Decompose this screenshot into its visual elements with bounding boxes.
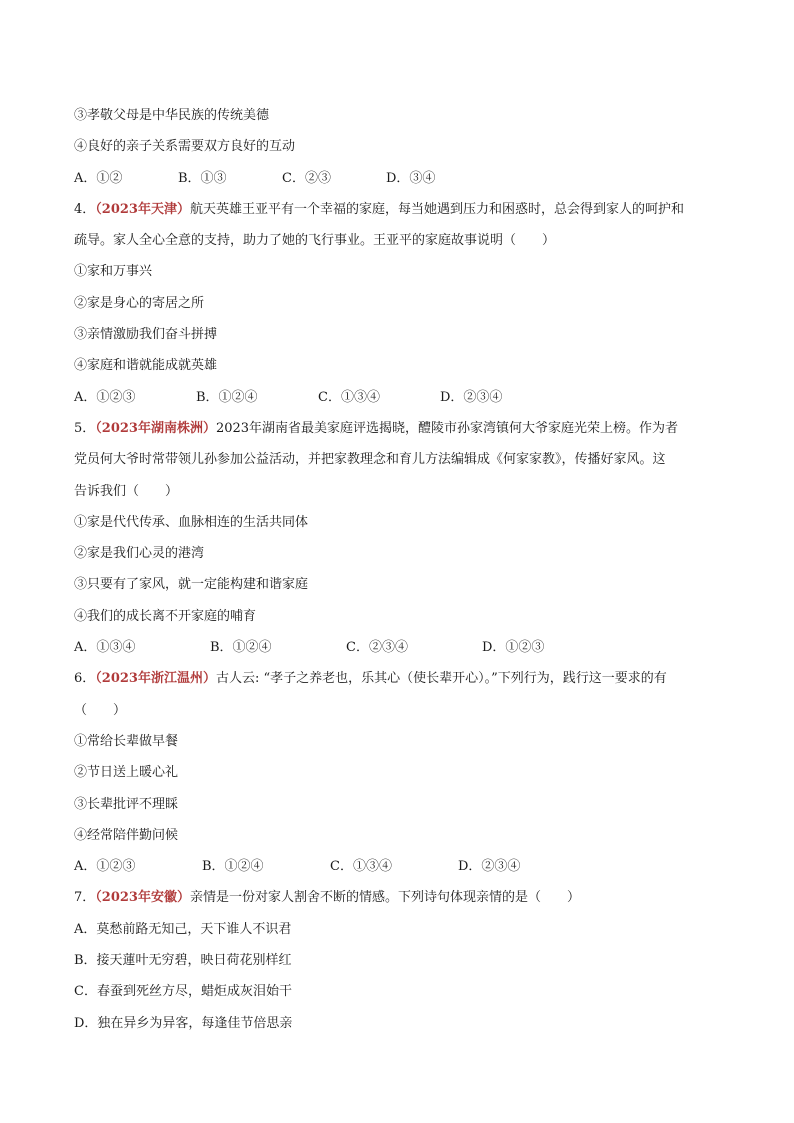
- q3-option-b: B．①③: [178, 170, 227, 186]
- q3-option-c: C．②③: [282, 170, 331, 186]
- q4-item-3: ③亲情激励我们奋斗拼搏: [74, 327, 218, 343]
- q5-option-b: B．①②④: [210, 640, 272, 656]
- q5-option-a: A．①③④: [74, 640, 136, 656]
- q7-stem-line1: 亲情是一份对家人割舍不断的情感。下列诗句体现亲情的是（ ）: [189, 890, 580, 906]
- q6-number: 6．: [74, 671, 96, 687]
- q6-stem: [74, 663, 734, 694]
- q4-option-a: A．①②③: [74, 389, 136, 405]
- q6-item-1: ①常给长辈做早餐: [74, 733, 179, 749]
- q6-item-2: ②节日送上暖心礼: [74, 765, 179, 781]
- q3-item-4: ④良好的亲子关系需要双方良好的互动: [74, 139, 296, 155]
- q5-stem-line1: 2023年湖南省最美家庭评选揭晓，醴陵市孙家湾镇何大爷家庭光荣上榜。作为者: [215, 420, 679, 436]
- q6-option-d: D．②③④: [458, 859, 521, 875]
- q4-option-d: D．②③④: [440, 389, 503, 405]
- q7-option-d: D．独在异乡为异客，每逢佳节倍思亲: [74, 1015, 293, 1031]
- q5-item-2: ②家是我们心灵的港湾: [74, 546, 205, 562]
- q7-source: （2023年安徽）: [95, 890, 190, 906]
- q5-source: （2023年湖南株洲）: [95, 420, 216, 436]
- q4-option-b: B．①②④: [196, 389, 258, 405]
- q7-option-a: A．莫愁前路无知己，天下谁人不识君: [74, 921, 292, 937]
- q6-item-3: ③长辈批评不理睬: [74, 796, 179, 812]
- q6-option-a: A．①②③: [74, 859, 136, 875]
- q6-item-4: ④经常陪伴勤问候: [74, 827, 179, 843]
- q5-stem-line3: 告诉我们（ ）: [74, 483, 179, 499]
- q6-source: （2023年浙江温州）: [95, 671, 216, 687]
- q7-number: 7．: [74, 890, 96, 906]
- q4-source: （2023年天津）: [95, 201, 190, 217]
- q5-item-4: ④我们的成长离不开家庭的哺育: [74, 608, 257, 624]
- q4-stem: [74, 194, 734, 225]
- question-list: [74, 100, 734, 1039]
- q5-item-3: ③只要有了家风，就一定能构建和谐家庭: [74, 577, 309, 593]
- q3-item-3: ③孝敬父母是中华民族的传统美德: [74, 108, 270, 123]
- q5-options: [74, 632, 734, 663]
- q4-number: 4．: [74, 201, 96, 217]
- q6-stem-line2: （ ）: [74, 702, 127, 718]
- q3-options: [74, 163, 734, 194]
- q6-option-b: B．①②④: [202, 859, 264, 875]
- q3-option-d: D．③④: [386, 170, 436, 186]
- q5-option-c: C．②③④: [346, 640, 408, 656]
- q5-stem-line2: 党员何大爷时常带领儿孙参加公益活动，并把家教理念和育儿方法编辑成《何家家教》，传播好家风。这: [74, 452, 666, 468]
- q3-option-a: A．①②: [74, 170, 123, 186]
- q7-stem: [74, 882, 734, 913]
- q4-item-1: ①家和万事兴: [74, 264, 153, 280]
- q7-option-b: B．接天蓮叶无穷碧，映日荷花别样红: [74, 953, 292, 969]
- q5-number: 5．: [74, 420, 96, 436]
- q6-options: [74, 851, 734, 882]
- q5-option-d: D．①②③: [482, 640, 545, 656]
- q4-stem-line2: 疏导。家人全心全意的支持，助力了她的飞行事业。王亚平的家庭故事说明（ ）: [74, 233, 556, 249]
- q6-option-c: C．①③④: [330, 859, 392, 875]
- q5-stem: [74, 413, 734, 444]
- q6-stem-line1: 古人云: “孝子之养老也，乐其心（使长辈开心）。”下列行为，践行这一要求的有: [215, 671, 667, 687]
- q4-options: [74, 382, 734, 413]
- q4-option-c: C．①③④: [318, 389, 380, 405]
- q4-item-2: ②家是身心的寄居之所: [74, 295, 205, 311]
- q4-stem-line1: 航天英雄王亚平有一个幸福的家庭，每当她遇到压力和困惑时，总会得到家人的呵护和: [189, 201, 684, 217]
- q7-option-c: C．春蚕到死丝方尽，蜡炬成灰泪始干: [74, 984, 292, 1000]
- q4-item-4: ④家庭和谐就能成就英雄: [74, 358, 218, 374]
- q5-item-1: ①家是代代传承、血脉相连的生活共同体: [74, 514, 309, 530]
